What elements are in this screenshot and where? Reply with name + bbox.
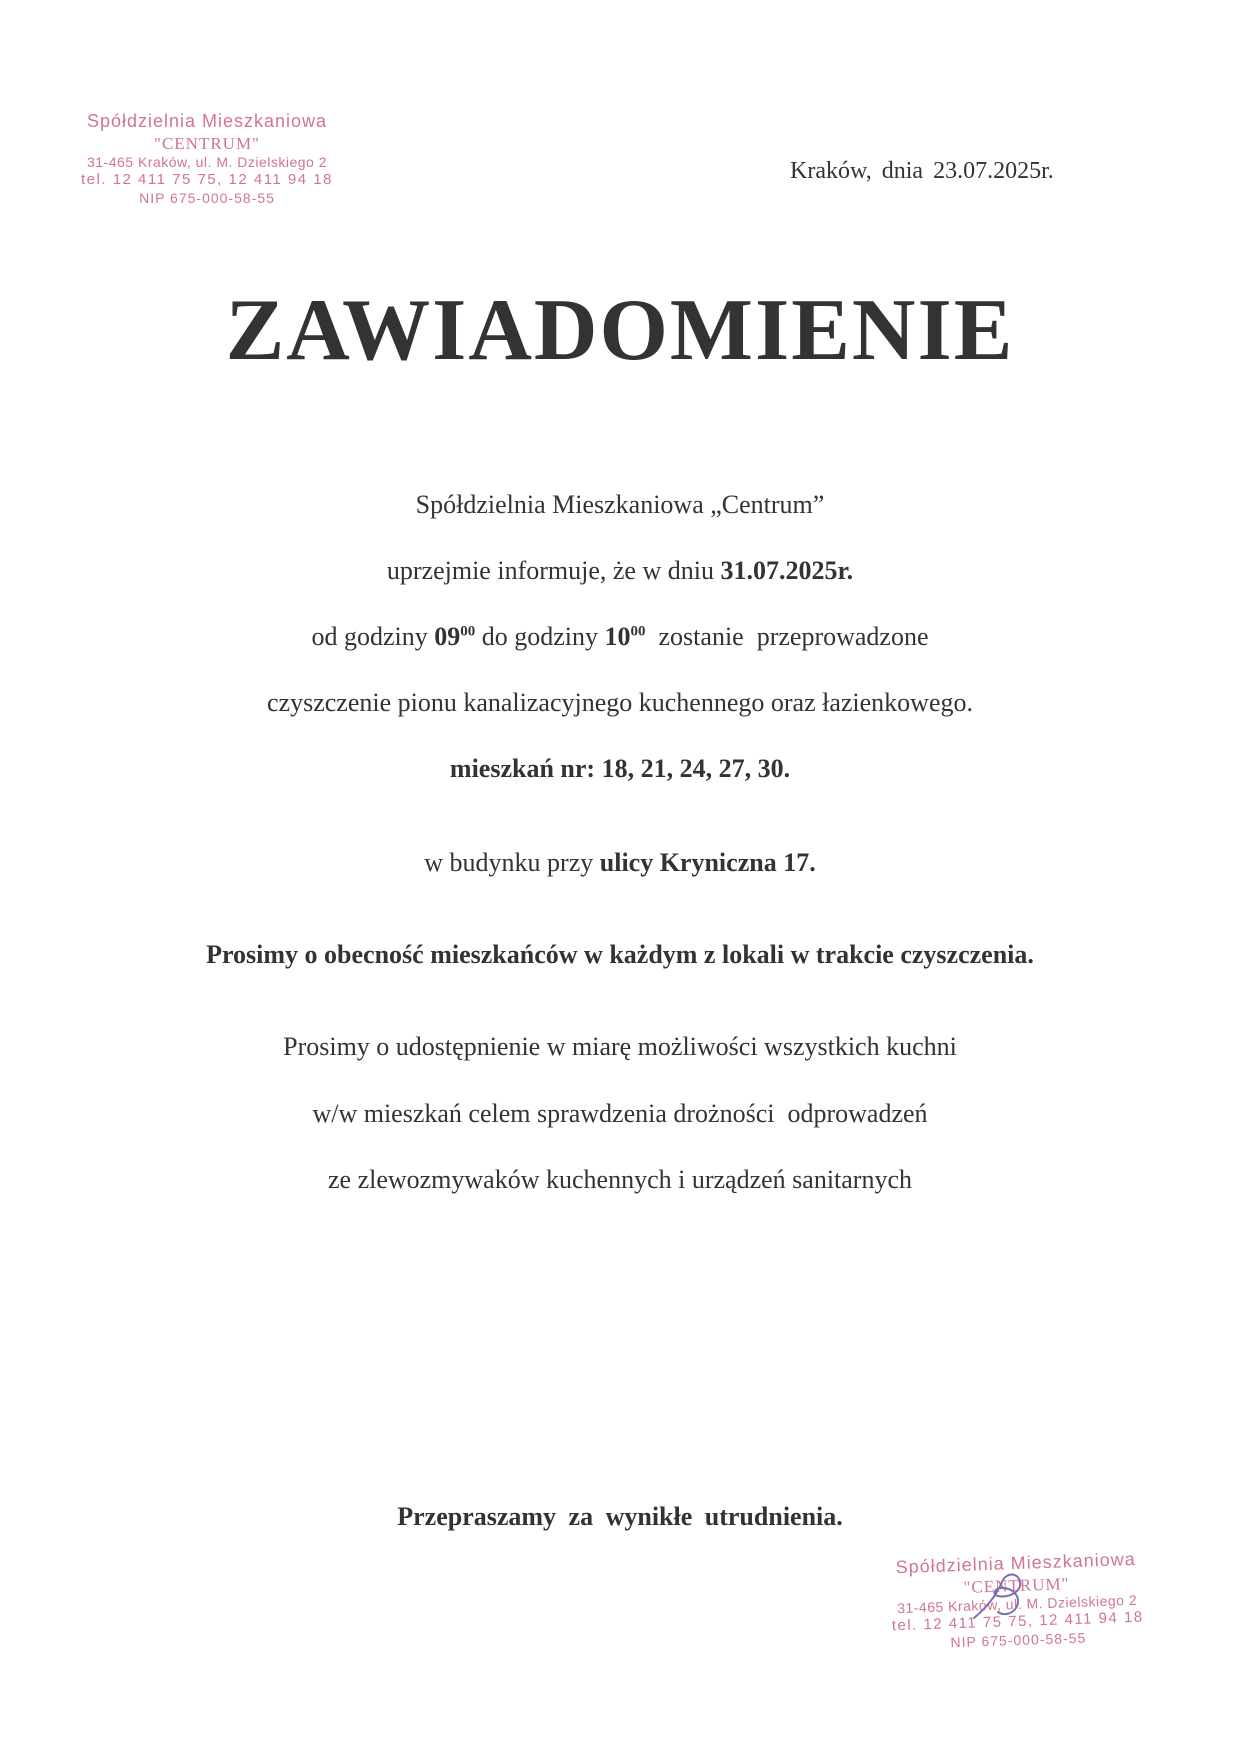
body-line-9: w/w mieszkań celem sprawdzenia drożności odprowadzeń	[312, 1099, 928, 1128]
body-line-3-b: do godziny	[475, 622, 605, 651]
stamp-phone: tel. 12 411 75 75, 12 411 94 18	[891, 1608, 1144, 1635]
body-line-6-a: w budynku przy	[424, 848, 600, 877]
stamp-top	[62, 110, 352, 208]
body-line-3-a: od godziny	[311, 622, 435, 651]
stamp-org-name: Spółdzielnia Mieszkaniowa	[895, 1548, 1137, 1578]
start-hour: 09	[434, 622, 461, 651]
stamp-org-short: "CENTRUM"	[963, 1573, 1070, 1597]
body-line-2	[0, 556, 1240, 586]
body-line-10: ze zlewozmywaków kuchennych i urządzeń sanitarnych	[327, 1165, 913, 1194]
body-line-3	[0, 622, 1240, 652]
closing-apology: Przepraszamy za wynikłe utrudnienia.	[397, 1502, 843, 1531]
start-minutes: 00	[460, 623, 476, 640]
stamp-address: 31-465 Kraków, ul. M. Dzielskiego 2	[896, 1591, 1138, 1616]
body-line-1: Spółdzielnia Mieszkaniowa „Centrum”	[415, 490, 825, 519]
stamp-address: 31-465 Kraków, ul. M. Dzielskiego 2	[86, 153, 328, 170]
stamp-nip: NIP 675-000-58-55	[139, 190, 275, 206]
signature-icon	[968, 1568, 1038, 1624]
stamp-org-short: "CENTRUM"	[154, 133, 260, 153]
stamp-phone: tel. 12 411 75 75, 12 411 94 18	[81, 171, 333, 189]
body-line-2-text: uprzejmie informuje, że w dniu	[386, 556, 721, 585]
end-minutes: 00	[630, 623, 646, 640]
place-date: Kraków, dnia 23.07.2025r.	[790, 158, 1054, 184]
apartment-numbers: mieszkań nr: 18, 21, 24, 27, 30.	[449, 754, 791, 783]
street-address: ulicy Kryniczna 17.	[599, 848, 816, 877]
body-line-3-c: zostanie przeprowadzone	[645, 622, 929, 651]
stamp-org-name: Spółdzielnia Mieszkaniowa	[86, 111, 328, 131]
end-hour: 10	[604, 622, 631, 651]
body-line-4: czyszczenie pionu kanalizacyjnego kuchennego oraz łazienkowego.	[267, 688, 973, 717]
document-title: ZAWIADOMIENIE	[225, 282, 1015, 379]
presence-request: Prosimy o obecność mieszkańców w każdym z lokali w trakcie czyszczenia.	[206, 940, 1034, 969]
stamp-nip: NIP 675-000-58-55	[950, 1629, 1087, 1651]
body-line-6	[0, 848, 1240, 878]
cleaning-date: 31.07.2025r.	[720, 556, 854, 585]
body-line-8: Prosimy o udostępnienie w miarę możliwości wszystkich kuchni	[283, 1032, 957, 1061]
